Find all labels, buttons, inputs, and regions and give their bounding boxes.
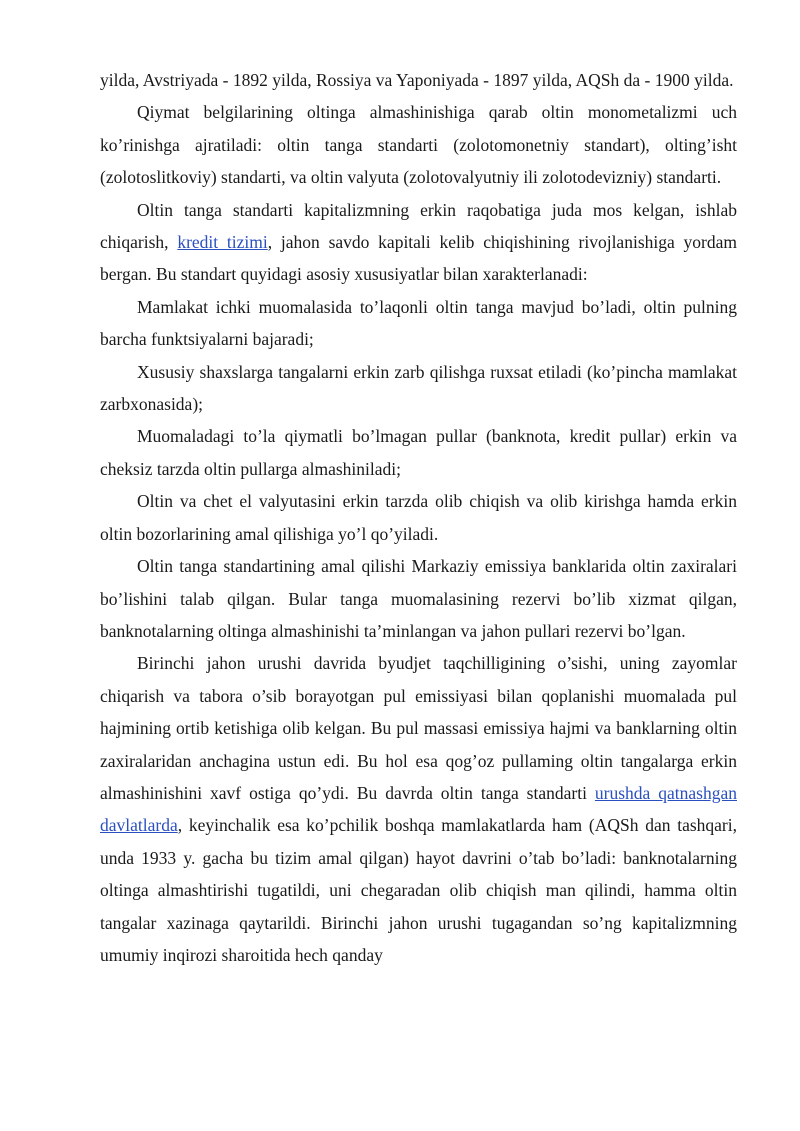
paragraph-7: Oltin va chet el valyutasini erkin tarzda olib chiqish va olib kirishga hamda erkin oltin bozorlarining amal qilishiga yo’l qo’yiladi.	[100, 491, 737, 544]
paragraph-3-text-after: , jahon savdo kapitali kelib chiqishining rivojlanishiga yordam bergan. Bu standart quyidagi asosiy xususiyatlar bilan xarakterlanadi:	[100, 232, 737, 285]
paragraph-5: Xususiy shaxslarga tangalarni erkin zarb qilishga ruxsat etiladi (ko’pincha mamlakat zarbxonasida);	[100, 361, 737, 415]
urushda-qatnashgan-davlatlarda-link[interactable]: urushda qatnashgan davlatlarda	[100, 782, 737, 836]
paragraph-9-text-after: , keyinchalik esa ko’pchilik boshqa mamlakatlarda ham (AQSh dan tashqari, unda 1933 y. gacha bu tizim amal qilgan) hayot davrini o’tab bo’ladi: banknotalarning oltinga almashtirishi tugatildi, uni chegaradan olib chiqish man qilindi, hamma oltin tangalar xazinaga qaytarildi. Birinchi jahon urushi tugagandan so’ng kapitalizmning umumiy inqirozi sharoitida hech qanday	[100, 815, 737, 965]
paragraph-3-text-before: Oltin tanga standarti kapitalizmning erkin raqobatiga juda mos kelgan, ishlab chiqarish,	[100, 199, 737, 253]
paragraph-9-text-before: Birinchi jahon urushi davrida byudjet taqchilligining o’sishi, uning zayomlar chiqarish va tabora o’sib borayotgan pul emissiyasi bilan qoplanishi muomalada pul hajmining ortib ketishiga olib kelgan. Bu pul massasi emissiya hajmi va banklarning oltin zaxiralaridan anchagina ustun edi. Bu hol esa qog’oz pullaming oltin tangalarga erkin almashinishini xavf ostiga qo’ydi. Bu davrda oltin tanga standarti	[100, 653, 737, 803]
kredit-tizimi-link[interactable]: kredit tizimi	[177, 232, 268, 253]
paragraph-1: yilda, Avstriyada - 1892 yilda, Rossiya va Yaponiyada - 1897 yilda, AQSh da - 1900 yilda.	[100, 70, 734, 90]
paragraph-6: Muomaladagi to’la qiymatli bo’lmagan pullar (banknota, kredit pullar) erkin va cheksiz tarzda oltin pullarga almashiniladi;	[100, 426, 737, 479]
paragraph-9	[100, 647, 737, 971]
paragraph-4: Mamlakat ichki muomalasida to’laqonli oltin tanga mavjud bo’ladi, oltin pulning barcha funktsiyalarni bajaradi;	[100, 296, 737, 350]
paragraph-8: Oltin tanga standartining amal qilishi Markaziy emissiya banklarida oltin zaxiralari bo’lishini talab qilgan. Bular tanga muomalasining rezervi bo’lib xizmat qilgan, banknotalarning oltinga almashinishi ta’minlangan va jahon pullari rezervi bo’lgan.	[100, 556, 737, 641]
paragraph-3	[100, 194, 737, 291]
paragraph-2: Qiymat belgilarining oltinga almashinishiga qarab oltin monometalizmi uch ko’rinishga ajratiladi: oltin tanga standarti (zolotomonetniy standart), olting’isht (zolotoslitkoviy) standarti, va oltin valyuta (zolotovalyutniy ili zolotodevizniy) standarti.	[100, 102, 737, 188]
